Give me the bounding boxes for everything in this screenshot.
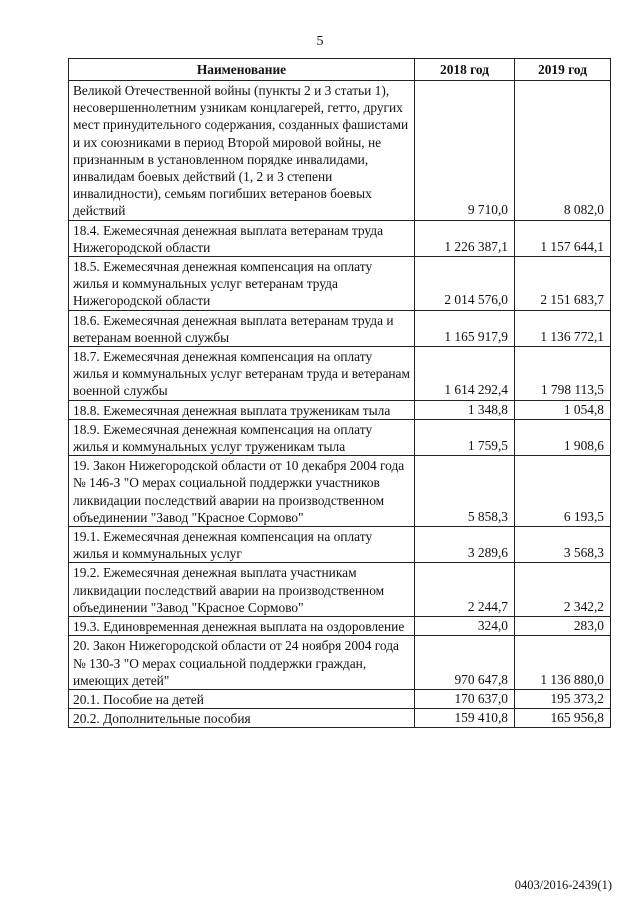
table-row [69, 400, 611, 419]
row-name: 19. Закон Нижегородской области от 10 декабря 2004 года № 146-З "О мерах социальной поддержки участников ликвидации последствий аварии на производственном объединении "Завод "Красное Сормово" [69, 456, 415, 527]
row-value-2018: 2 014 576,0 [415, 257, 515, 311]
row-value-2018: 324,0 [415, 617, 515, 636]
row-name: Великой Отечественной войны (пункты 2 и 3 статьи 1), несовершеннолетним узникам концлагерей, гетто, других мест принудительного содержания, созданных фашистами и их союзниками в период Второй мировой войны, не признанным в установленном порядке инвалидами, инвалидам боевых действий (1, 2 и 3 степени инвалидности), семьям погибших ветеранов боевых действий [69, 81, 415, 221]
table-row [69, 257, 611, 311]
table-row [69, 81, 611, 221]
table-row [69, 456, 611, 527]
row-name: 19.1. Ежемесячная денежная компенсация на оплату жилья и коммунальных услуг [69, 527, 415, 563]
row-value-2019: 6 193,5 [515, 456, 611, 527]
row-value-2019: 1 136 772,1 [515, 310, 611, 346]
row-value-2019: 3 568,3 [515, 527, 611, 563]
row-name: 18.5. Ежемесячная денежная компенсация на оплату жилья и коммунальных услуг ветеранам труда Нижегородской области [69, 257, 415, 311]
row-name: 18.7. Ежемесячная денежная компенсация на оплату жилья и коммунальных услуг ветеранам труда и ветеранам военной службы [69, 347, 415, 401]
header-name: Наименование [69, 59, 415, 81]
row-value-2019: 1 157 644,1 [515, 220, 611, 256]
row-value-2019: 2 342,2 [515, 563, 611, 617]
page-number: 5 [316, 34, 324, 49]
row-name: 19.2. Ежемесячная денежная выплата участникам ликвидации последствий аварии на производственном объединении "Завод "Красное Сормово" [69, 563, 415, 617]
row-name: 18.8. Ежемесячная денежная выплата труженикам тыла [69, 400, 415, 419]
row-value-2019: 1 908,6 [515, 419, 611, 455]
table-row [69, 563, 611, 617]
budget-table [68, 58, 611, 728]
table-row [69, 527, 611, 563]
row-value-2019: 8 082,0 [515, 81, 611, 221]
header-year-2019: 2019 год [515, 59, 611, 81]
row-name: 19.3. Единовременная денежная выплата на оздоровление [69, 617, 415, 636]
row-value-2018: 159 410,8 [415, 709, 515, 728]
table-row [69, 636, 611, 690]
row-name: 18.6. Ежемесячная денежная выплата ветеранам труда и ветеранам военной службы [69, 310, 415, 346]
row-value-2018: 2 244,7 [415, 563, 515, 617]
document-code: 0403/2016-2439(1) [514, 878, 612, 892]
row-name: 18.4. Ежемесячная денежная выплата ветеранам труда Нижегородской области [69, 220, 415, 256]
row-value-2019: 1 798 113,5 [515, 347, 611, 401]
table-row [69, 347, 611, 401]
row-value-2018: 970 647,8 [415, 636, 515, 690]
row-value-2018: 170 637,0 [415, 689, 515, 708]
table-header-row [69, 59, 611, 81]
row-value-2019: 1 136 880,0 [515, 636, 611, 690]
row-value-2019: 2 151 683,7 [515, 257, 611, 311]
table-row [69, 617, 611, 636]
header-year-2018: 2018 год [415, 59, 515, 81]
row-value-2018: 9 710,0 [415, 81, 515, 221]
row-name: 20. Закон Нижегородской области от 24 ноября 2004 года № 130-З "О мерах социальной поддержки граждан, имеющих детей" [69, 636, 415, 690]
row-value-2019: 283,0 [515, 617, 611, 636]
row-name: 20.2. Дополнительные пособия [69, 709, 415, 728]
table-row [69, 689, 611, 708]
table-row [69, 709, 611, 728]
row-value-2018: 5 858,3 [415, 456, 515, 527]
row-value-2018: 1 226 387,1 [415, 220, 515, 256]
table-row [69, 220, 611, 256]
row-value-2018: 1 759,5 [415, 419, 515, 455]
row-value-2019: 195 373,2 [515, 689, 611, 708]
row-value-2018: 1 348,8 [415, 400, 515, 419]
row-value-2018: 3 289,6 [415, 527, 515, 563]
row-value-2018: 1 165 917,9 [415, 310, 515, 346]
row-value-2019: 165 956,8 [515, 709, 611, 728]
table-row [69, 310, 611, 346]
table-row [69, 419, 611, 455]
row-value-2018: 1 614 292,4 [415, 347, 515, 401]
row-name: 20.1. Пособие на детей [69, 689, 415, 708]
row-name: 18.9. Ежемесячная денежная компенсация на оплату жилья и коммунальных услуг труженикам тыла [69, 419, 415, 455]
row-value-2019: 1 054,8 [515, 400, 611, 419]
